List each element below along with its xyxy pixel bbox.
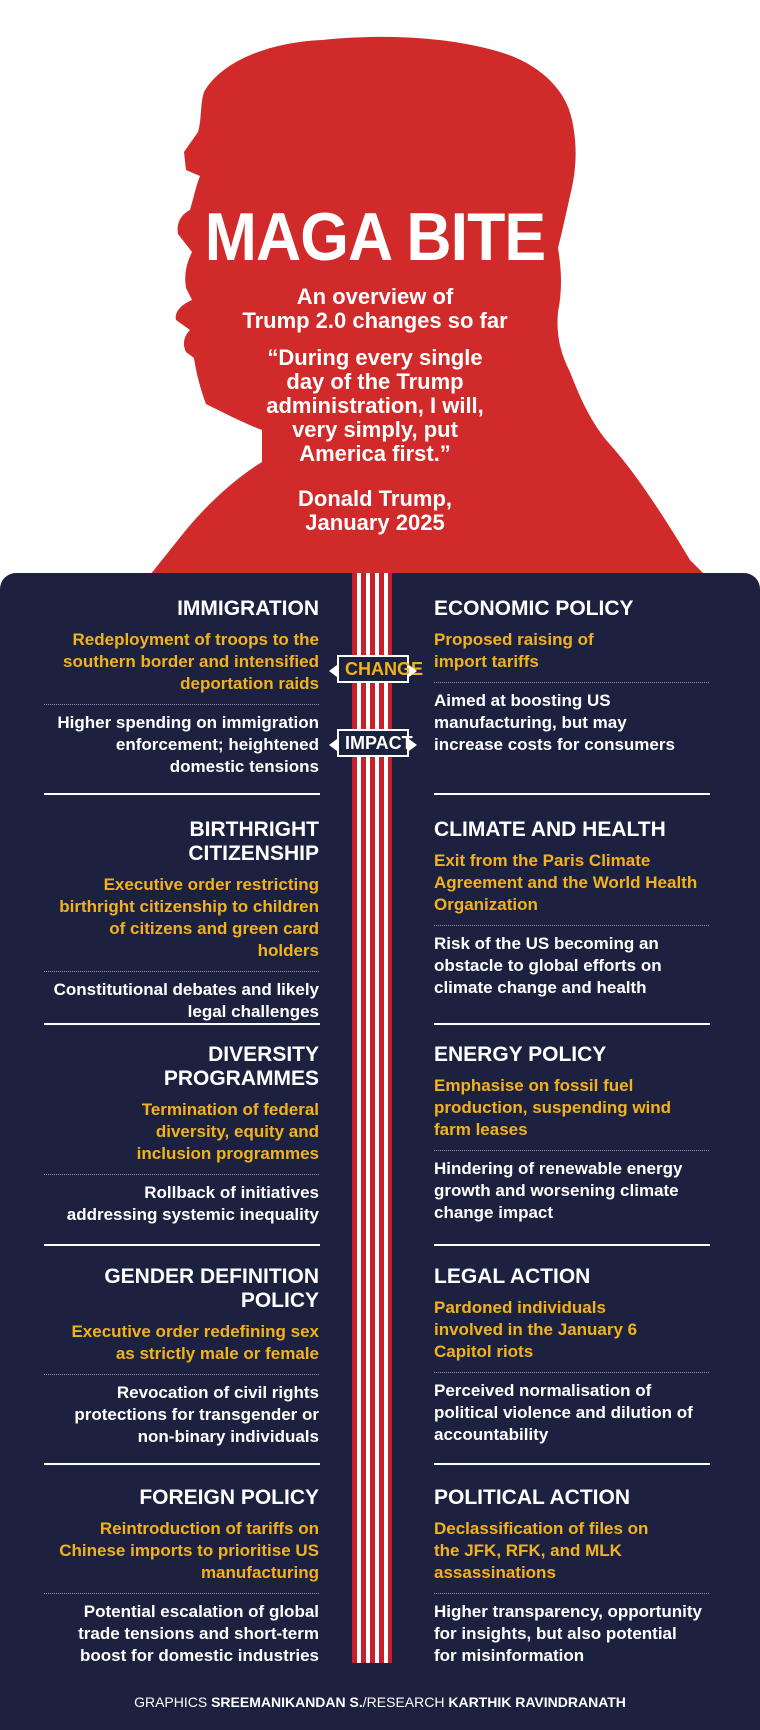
section-foreign-policy <box>44 1486 319 1667</box>
change-text <box>44 1099 319 1165</box>
impact-text-line: Higher spending on immigration <box>57 713 319 732</box>
change-text-line: Executive order redefining sex <box>71 1322 319 1341</box>
section-immigration <box>44 597 319 778</box>
change-text-line: Emphasise on fossil fuel <box>434 1076 634 1095</box>
quote-attribution <box>160 487 590 535</box>
section-heading <box>434 1486 709 1510</box>
credit-research-label: RESEARCH <box>366 1694 449 1710</box>
section-divider <box>434 1463 710 1465</box>
impact-text <box>44 979 319 1023</box>
section-heading <box>44 1043 319 1091</box>
change-text-line: assassinations <box>434 1563 556 1582</box>
section-heading <box>44 597 319 621</box>
quote-line: day of the Trump <box>286 369 464 394</box>
attribution-line: January 2025 <box>305 510 445 535</box>
section-gender-definition-policy <box>44 1265 319 1448</box>
impact-text <box>434 1601 709 1667</box>
impact-text <box>434 690 709 756</box>
section-divider <box>44 1244 320 1246</box>
change-text-line: farm leases <box>434 1120 528 1139</box>
change-text <box>434 1075 709 1141</box>
credit-research-name: KARTHIK RAVINDRANATH <box>448 1694 626 1710</box>
change-text <box>44 1518 319 1584</box>
section-legal-action <box>434 1265 709 1446</box>
change-text-line: diversity, equity and <box>155 1122 319 1141</box>
section-heading-line: PROGRAMMES <box>163 1067 319 1090</box>
credit-graphics-name: SREEMANIKANDAN S. <box>211 1694 363 1710</box>
change-text <box>434 1518 709 1584</box>
change-text-line: Executive order restricting <box>103 875 319 894</box>
section-divider <box>44 793 320 795</box>
change-text-line: Agreement and the World Health <box>434 873 698 892</box>
impact-text-line: obstacle to global efforts on <box>434 956 662 975</box>
change-text-line: as strictly male or female <box>115 1344 319 1363</box>
change-text-line: production, suspending wind <box>434 1098 672 1117</box>
dotted-divider <box>44 1174 319 1175</box>
change-text-line: of citizens and green card holders <box>109 919 319 960</box>
quote <box>200 346 550 466</box>
change-text-line: import tariffs <box>434 652 539 671</box>
credit-graphics-label: GRAPHICS <box>134 1694 212 1710</box>
attribution-line: Donald Trump, <box>298 486 452 511</box>
impact-text-line: trade tensions and short-term <box>78 1624 319 1643</box>
section-divider <box>434 793 710 795</box>
subtitle <box>160 285 590 333</box>
change-text-line: Declassification of files on <box>434 1519 649 1538</box>
impact-text <box>434 933 709 999</box>
impact-text-line: Potential escalation of global <box>83 1602 319 1621</box>
credit-separator: / <box>362 1694 367 1710</box>
impact-text <box>44 1382 319 1448</box>
impact-text <box>44 712 319 778</box>
dotted-divider <box>434 1593 709 1594</box>
dotted-divider <box>434 1150 709 1151</box>
quote-line: administration, I will, <box>266 393 484 418</box>
impact-text-line: Rollback of initiatives <box>144 1183 319 1202</box>
change-text-line: southern border and intensified <box>63 652 319 671</box>
section-diversity-programmes <box>44 1043 319 1226</box>
impact-text-line: accountability <box>434 1425 549 1444</box>
change-text-line: Organization <box>434 895 538 914</box>
change-text-line: the JFK, RFK, and MLK <box>434 1541 622 1560</box>
section-heading-line: BIRTHRIGHT <box>189 818 319 841</box>
impact-text-line: domestic tensions <box>169 757 319 776</box>
impact-text-line: Hindering of renewable energy <box>434 1159 683 1178</box>
page-title: MAGA BITE <box>204 199 546 275</box>
section-heading <box>434 597 709 621</box>
impact-text <box>434 1158 709 1224</box>
change-text-line: Redeployment of troops to the <box>72 630 319 649</box>
section-heading-line: ECONOMIC POLICY <box>434 597 634 620</box>
impact-text-line: Constitutional debates and likely <box>53 980 319 999</box>
dotted-divider <box>434 925 709 926</box>
section-heading-line: CITIZENSHIP <box>188 842 319 865</box>
impact-text-line: boost for domestic industries <box>80 1646 319 1665</box>
impact-text-line: Higher transparency, opportunity <box>434 1602 702 1621</box>
section-energy-policy <box>434 1043 709 1224</box>
section-heading <box>44 1265 319 1313</box>
section-heading <box>434 1265 709 1289</box>
dotted-divider <box>434 1372 709 1373</box>
impact-text-line: increase costs for consumers <box>434 735 675 754</box>
impact-text-line: for misinformation <box>434 1646 585 1665</box>
section-heading-line: GENDER DEFINITION <box>104 1265 319 1288</box>
section-heading <box>434 1043 709 1067</box>
section-divider <box>44 1023 320 1025</box>
section-heading-line: DIVERSITY <box>208 1043 319 1066</box>
section-heading <box>434 818 709 842</box>
quote-line: America first.” <box>299 441 451 466</box>
impact-text-line: non-binary individuals <box>137 1427 319 1446</box>
section-divider <box>434 1244 710 1246</box>
impact-text-line: climate change and health <box>434 978 647 997</box>
section-heading-line: CLIMATE AND HEALTH <box>434 818 666 841</box>
change-text-line: Capitol riots <box>434 1342 534 1361</box>
quote-line: very simply, put <box>292 417 458 442</box>
change-text-line: Exit from the Paris Climate <box>434 851 651 870</box>
impact-text-line: political violence and dilution of <box>434 1403 693 1422</box>
change-text-line: involved in the January 6 <box>434 1320 638 1339</box>
change-text-line: Pardoned individuals <box>434 1298 606 1317</box>
change-text <box>44 874 319 962</box>
section-heading <box>44 818 319 866</box>
section-political-action <box>434 1486 709 1667</box>
dotted-divider <box>434 682 709 683</box>
change-tag: CHANGE <box>337 655 409 683</box>
impact-text-line: protections for transgender or <box>74 1405 319 1424</box>
subtitle-line: Trump 2.0 changes so far <box>242 308 508 333</box>
impact-text <box>434 1380 709 1446</box>
change-text-line: Termination of federal <box>141 1100 319 1119</box>
change-text-line: manufacturing <box>200 1563 319 1582</box>
section-heading-line: IMMIGRATION <box>177 597 319 620</box>
change-text-line: inclusion programmes <box>136 1144 319 1163</box>
section-heading-line: ENERGY POLICY <box>434 1043 607 1066</box>
impact-text-line: Perceived normalisation of <box>434 1381 652 1400</box>
section-heading-line: POLICY <box>240 1289 319 1312</box>
impact-text <box>44 1601 319 1667</box>
section-divider <box>44 1463 320 1465</box>
change-text <box>44 1321 319 1365</box>
change-text <box>44 629 319 695</box>
change-text-line: birthright citizenship to children <box>59 897 319 916</box>
section-heading-line: LEGAL ACTION <box>434 1265 591 1288</box>
impact-text-line: Aimed at boosting US <box>434 691 611 710</box>
section-heading-line: POLITICAL ACTION <box>434 1486 630 1509</box>
impact-text-line: addressing systemic inequality <box>66 1205 319 1224</box>
dotted-divider <box>44 971 319 972</box>
impact-text-line: enforcement; heightened <box>115 735 319 754</box>
dotted-divider <box>44 1593 319 1594</box>
impact-text-line: legal challenges <box>187 1002 319 1021</box>
impact-text-line: Revocation of civil rights <box>116 1383 319 1402</box>
change-text-line: deportation raids <box>180 674 319 693</box>
change-text <box>434 1297 709 1363</box>
change-text-line: Chinese imports to prioritise US <box>59 1541 319 1560</box>
credits <box>0 1693 760 1711</box>
impact-text-line: Risk of the US becoming an <box>434 934 659 953</box>
section-heading-line: FOREIGN POLICY <box>139 1486 319 1509</box>
impact-text-line: change impact <box>434 1203 554 1222</box>
subtitle-line: An overview of <box>296 284 454 309</box>
dotted-divider <box>44 1374 319 1375</box>
section-climate-and-health <box>434 818 709 999</box>
section-birthright-citizenship <box>44 818 319 1023</box>
section-divider <box>434 1023 710 1025</box>
impact-text <box>44 1182 319 1226</box>
section-economic-policy <box>434 597 709 756</box>
change-text-line: Proposed raising of <box>434 630 594 649</box>
dotted-divider <box>44 704 319 705</box>
quote-line: “During every single <box>267 345 483 370</box>
impact-tag: IMPACT <box>337 729 409 757</box>
change-text <box>434 850 709 916</box>
impact-text-line: for insights, but also potential <box>434 1624 677 1643</box>
change-text-line: Reintroduction of tariffs on <box>99 1519 319 1538</box>
change-text <box>434 629 709 673</box>
impact-text-line: growth and worsening climate <box>434 1181 679 1200</box>
impact-text-line: manufacturing, but may <box>434 713 627 732</box>
section-heading <box>44 1486 319 1510</box>
